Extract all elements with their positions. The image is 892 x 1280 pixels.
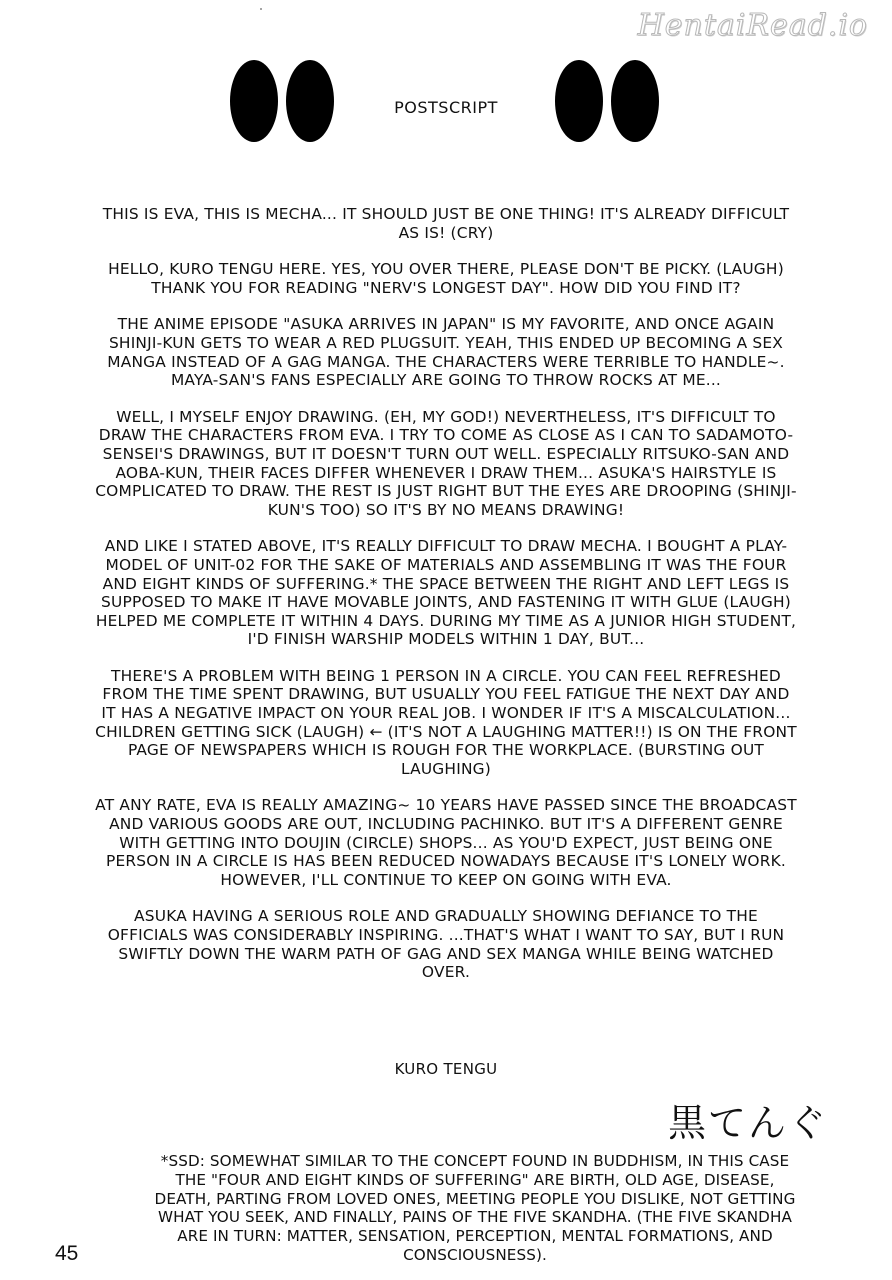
paragraph: AND LIKE I STATED ABOVE, IT'S REALLY DIFFICULT TO DRAW MECHA. I BOUGHT A PLAY-MODEL OF UNIT-02 FOR THE SAKE OF MATERIALS AND ASSEMBLING IT WAS THE FOUR AND EIGHT KINDS OF SUFFERING.* THE SPACE BETWEEN THE RIGHT AND LEFT LEGS IS SUPPOSED TO MAKE IT HAVE MOVABLE JOINTS, AND FASTENING IT WITH GLUE (LAUGH) HELPED ME COMPLETE IT WITHIN 4 DAYS. DURING MY TIME AS A JUNIOR HIGH STUDENT, I'D FINISH WARSHIP MODELS WITHIN 1 DAY, BUT... — [95, 537, 797, 649]
postscript-body — [95, 205, 797, 1000]
right-eyes-decoration — [555, 60, 659, 142]
footnote: *SSD: SOMEWHAT SIMILAR TO THE CONCEPT FOUND IN BUDDHISM, IN THIS CASE THE "FOUR AND EIGHT KINDS OF SUFFERING" ARE BIRTH, OLD AGE, DISEASE, DEATH, PARTING FROM LOVED ONES, MEETING PEOPLE YOU DISLIKE, NOT GETTING WHAT YOU SEEK, AND FINALLY, PAINS OF THE FIVE SKANDHA. (THE FIVE SKANDHA ARE IN TURN: MATTER, SENSATION, PERCEPTION, MENTAL FORMATIONS, AND CONSCIOUSNESS). — [154, 1152, 796, 1264]
paragraph: THE ANIME EPISODE "ASUKA ARRIVES IN JAPAN" IS MY FAVORITE, AND ONCE AGAIN SHINJI-KUN GETS TO WEAR A RED PLUGSUIT. YEAH, THIS ENDED UP BECOMING A SEX MANGA INSTEAD OF A GAG MANGA. THE CHARACTERS WERE TERRIBLE TO HANDLE~. MAYA-SAN'S FANS ESPECIALLY ARE GOING TO THROW ROCKS AT ME... — [107, 315, 785, 390]
eye-shape — [611, 60, 659, 142]
japanese-signature: 黒てんぐ — [668, 1101, 829, 1145]
paragraph: THIS IS EVA, THIS IS MECHA... IT SHOULD JUST BE ONE THING! IT'S ALREADY DIFFICULT AS IS! (CRY) — [102, 205, 790, 242]
paragraph: HELLO, KURO TENGU HERE. YES, YOU OVER THERE, PLEASE DON'T BE PICKY. (LAUGH) — [108, 260, 784, 279]
speck — [260, 8, 262, 10]
paragraph: WELL, I MYSELF ENJOY DRAWING. (EH, MY GOD!) NEVERTHELESS, IT'S DIFFICULT TO DRAW THE CHARACTERS FROM EVA. I TRY TO COME AS CLOSE AS I CAN TO SADAMOTO-SENSEI'S DRAWINGS, BUT IT DOESN'T TURN OUT WELL. ESPECIALLY RITSUKO-SAN AND AOBA-KUN, THEIR FACES DIFFER WHENEVER I DRAW THEM... ASUKA'S HAIRSTYLE IS COMPLICATED TO DRAW. THE REST IS JUST RIGHT BUT THE EYES ARE DROOPING (SHINJI-KUN'S TOO) SO IT'S BY NO MEANS DRAWING! — [95, 407, 797, 519]
eye-shape — [555, 60, 603, 142]
page-title: POSTSCRIPT — [394, 98, 498, 117]
paragraph: ASUKA HAVING A SERIOUS ROLE AND GRADUALLY SHOWING DEFIANCE TO THE OFFICIALS WAS CONSIDERABLY INSPIRING. ...THAT'S WHAT I WANT TO SAY, BUT I RUN SWIFTLY DOWN THE WARM PATH OF GAG AND SEX MANGA WHILE BEING WATCHED OVER. — [107, 907, 785, 982]
paragraph: THERE'S A PROBLEM WITH BEING 1 PERSON IN A CIRCLE. YOU CAN FEEL REFRESHED FROM THE TIME SPENT DRAWING, BUT USUALLY YOU FEEL FATIGUE THE NEXT DAY AND IT HAS A NEGATIVE IMPACT ON YOUR REAL JOB. I WONDER IF IT'S A MISCALCULATION... CHILDREN GETTING SICK (LAUGH) ← (IT'S NOT A LAUGHING MATTER!!) IS ON THE FRONT PAGE OF NEWSPAPERS WHICH IS ROUGH FOR THE WORKPLACE. (BURSTING OUT LAUGHING) — [95, 666, 797, 778]
paragraph: AT ANY RATE, EVA IS REALLY AMAZING~ 10 YEARS HAVE PASSED SINCE THE BROADCAST AND VARIOUS GOODS ARE OUT, INCLUDING PACHINKO. BUT IT'S A DIFFERENT GENRE WITH GETTING INTO DOUJIN (CIRCLE) SHOPS... AS YOU'D EXPECT, JUST BEING ONE PERSON IN A CIRCLE IS HAS BEEN REDUCED NOWADAYS BECAUSE IT'S LONELY WORK. HOWEVER, I'LL CONTINUE TO KEEP ON GOING WITH EVA. — [95, 796, 797, 889]
paragraph: THANK YOU FOR READING "NERV'S LONGEST DAY". HOW DID YOU FIND IT? — [151, 278, 741, 297]
site-watermark: HentaiRead.io — [637, 8, 868, 43]
author-signature: KURO TENGU — [394, 1060, 498, 1078]
page-number: 45 — [55, 1242, 79, 1265]
